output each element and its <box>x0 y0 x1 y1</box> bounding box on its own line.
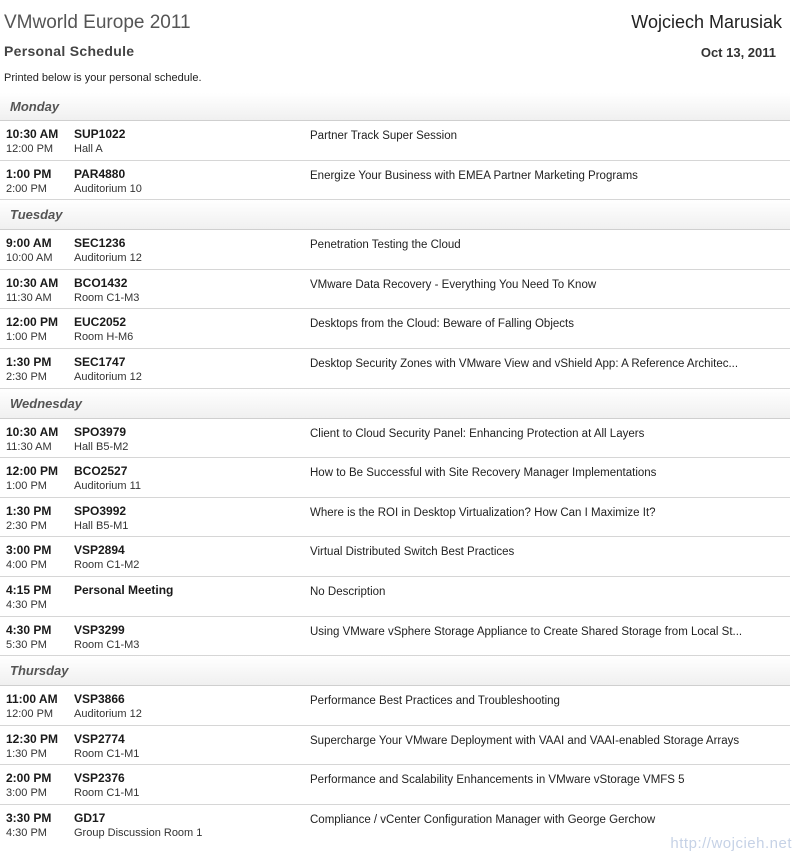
session-room: Auditorium 10 <box>74 182 142 195</box>
session-end-time: 10:00 AM <box>6 252 53 265</box>
session-room: Hall B5-M2 <box>74 440 129 453</box>
session-room: Room C1-M2 <box>74 559 140 572</box>
session-code: PAR4880 <box>74 166 126 181</box>
session-title: No Description <box>310 585 386 598</box>
session-code: Personal Meeting <box>74 582 174 597</box>
session-start-time: 12:30 PM <box>6 731 59 746</box>
session-room: Room C1-M1 <box>74 787 140 800</box>
session-title: Energize Your Business with EMEA Partner Marketing Programs <box>310 169 638 182</box>
session-code: BCO2527 <box>74 464 128 479</box>
session-end-time: 12:00 PM <box>6 143 54 155</box>
session-row <box>0 458 790 498</box>
session-row <box>0 121 790 161</box>
session-start-time: 1:30 PM <box>6 503 52 518</box>
session-end-time: 3:00 PM <box>6 787 47 800</box>
session-room: Auditorium 12 <box>74 252 142 265</box>
session-room: Auditorium 11 <box>74 480 142 493</box>
session-title: Desktops from the Cloud: Beware of Falling Objects <box>310 318 574 331</box>
session-row <box>0 577 790 617</box>
session-row <box>0 537 790 577</box>
session-start-time: 11:00 AM <box>6 692 58 707</box>
schedule-list <box>0 93 790 845</box>
session-room: Hall A <box>74 143 103 155</box>
session-start-time: 1:00 PM <box>6 166 52 181</box>
session-end-time: 2:00 PM <box>6 182 47 195</box>
session-end-time: 1:30 PM <box>6 747 47 760</box>
session-start-time: 3:00 PM <box>6 543 52 558</box>
session-code: BCO1432 <box>74 275 128 290</box>
session-room: Room C1-M3 <box>74 291 140 304</box>
session-title: Where is the ROI in Desktop Virtualization? How Can I Maximize It? <box>310 506 656 519</box>
session-start-time: 3:30 PM <box>6 810 52 825</box>
intro-text: Printed below is your personal schedule. <box>4 72 202 84</box>
session-title: Penetration Testing the Cloud <box>310 239 461 252</box>
session-code: EUC2052 <box>74 315 127 330</box>
session-start-time: 9:00 AM <box>6 236 52 251</box>
attendee-name: Wojciech Marusiak <box>631 12 782 32</box>
session-row <box>0 270 790 310</box>
session-end-time: 4:30 PM <box>6 826 47 839</box>
session-row <box>0 309 790 349</box>
session-title: Virtual Distributed Switch Best Practices <box>310 546 515 559</box>
session-row <box>0 419 790 459</box>
session-end-time: 5:30 PM <box>6 638 47 651</box>
session-title: Performance Best Practices and Troubleshooting <box>310 695 560 708</box>
session-title: Partner Track Super Session <box>310 130 458 142</box>
event-title: VMworld Europe 2011 <box>4 12 191 33</box>
session-row <box>0 726 790 766</box>
session-start-time: 12:00 PM <box>6 315 59 330</box>
session-start-time: 12:00 PM <box>6 464 59 479</box>
day-header: Wednesday <box>0 389 790 419</box>
session-end-time: 2:30 PM <box>6 370 47 383</box>
session-code: GD17 <box>74 810 106 825</box>
session-room: Hall B5-M1 <box>74 519 129 532</box>
session-row <box>0 765 790 805</box>
session-end-time: 1:00 PM <box>6 331 47 344</box>
session-row <box>0 617 790 657</box>
session-row <box>0 161 790 201</box>
session-title: How to Be Successful with Site Recovery Manager Implementations <box>310 467 657 480</box>
session-end-time: 1:00 PM <box>6 480 47 493</box>
session-code: SEC1236 <box>74 236 126 251</box>
session-end-time: 4:30 PM <box>6 598 47 611</box>
session-start-time: 10:30 AM <box>6 424 59 439</box>
session-end-time: 11:30 AM <box>6 440 52 453</box>
session-code: SUP1022 <box>74 127 126 141</box>
session-title: Supercharge Your VMware Deployment with VAAI and VAAI-enabled Storage Arrays <box>310 734 740 747</box>
session-start-time: 10:30 AM <box>6 127 59 141</box>
session-start-time: 4:30 PM <box>6 622 52 637</box>
session-row <box>0 349 790 389</box>
session-start-time: 1:30 PM <box>6 354 52 369</box>
session-code: VSP3866 <box>74 692 125 707</box>
session-row <box>0 498 790 538</box>
session-code: VSP2376 <box>74 771 125 786</box>
session-code: VSP3299 <box>74 622 125 637</box>
session-code: SPO3979 <box>74 424 127 439</box>
session-room: Room H-M6 <box>74 331 134 344</box>
session-code: VSP2894 <box>74 543 125 558</box>
page-subtitle: Personal Schedule <box>4 43 135 59</box>
session-room: Auditorium 12 <box>74 370 142 383</box>
session-end-time: 11:30 AM <box>6 291 52 304</box>
session-start-time: 2:00 PM <box>6 771 52 786</box>
session-title: Performance and Scalability Enhancements in VMware vStorage VMFS 5 <box>310 774 685 787</box>
session-title: Desktop Security Zones with VMware View and vShield App: A Reference Architec... <box>310 357 739 370</box>
session-title: Compliance / vCenter Configuration Manager with George Gerchow <box>310 813 656 826</box>
session-end-time: 4:00 PM <box>6 559 47 572</box>
session-title: Client to Cloud Security Panel: Enhancing Protection at All Layers <box>310 427 645 440</box>
session-end-time: 2:30 PM <box>6 519 47 532</box>
session-room: Room C1-M1 <box>74 747 140 760</box>
session-title: VMware Data Recovery - Everything You Need To Know <box>310 278 597 291</box>
watermark: http://wojcieh.net <box>670 835 792 852</box>
session-title: Using VMware vSphere Storage Appliance to Create Shared Storage from Local St... <box>310 625 743 638</box>
session-room: Group Discussion Room 1 <box>74 826 203 839</box>
print-date: Oct 13, 2011 <box>700 45 776 60</box>
session-end-time: 12:00 PM <box>6 708 54 721</box>
session-room: Auditorium 12 <box>74 708 142 721</box>
session-start-time: 4:15 PM <box>6 582 52 597</box>
session-code: SEC1747 <box>74 354 126 369</box>
session-row <box>0 686 790 726</box>
session-start-time: 10:30 AM <box>6 275 59 290</box>
session-room: Room C1-M3 <box>74 638 140 651</box>
day-header: Monday <box>0 93 790 121</box>
session-row <box>0 230 790 270</box>
day-header: Tuesday <box>0 200 790 230</box>
day-header: Thursday <box>0 656 790 686</box>
session-code: SPO3992 <box>74 503 127 518</box>
session-code: VSP2774 <box>74 731 125 746</box>
